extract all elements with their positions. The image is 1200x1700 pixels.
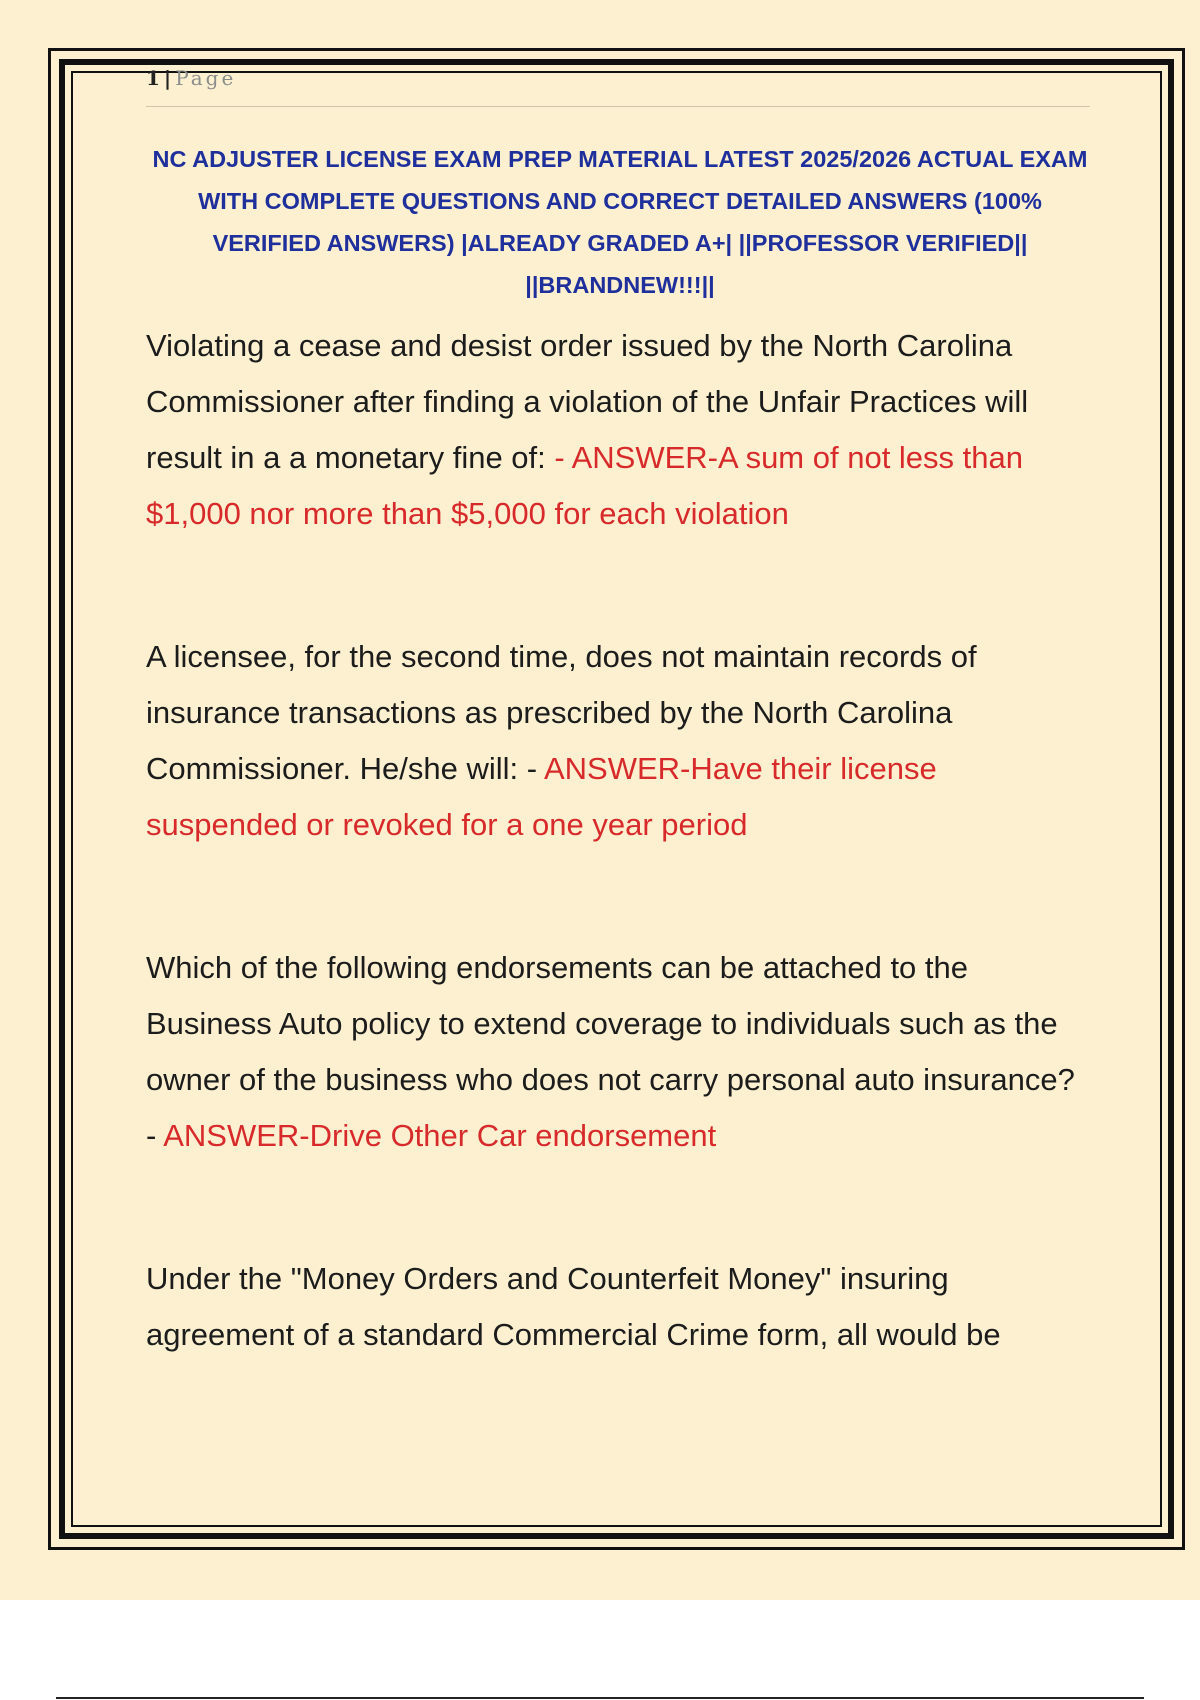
page-header <box>146 66 1090 107</box>
qa-item <box>146 940 1086 1164</box>
document-title: NC ADJUSTER LICENSE EXAM PREP MATERIAL LATEST 2025/2026 ACTUAL EXAM WITH COMPLETE QUESTIONS AND CORRECT DETAILED ANSWERS (100% VERIFIED ANSWERS) |ALREADY GRADED A+| ||PROFESSOR VERIFIED|| ||BRANDNEW!!!|| <box>152 146 1088 298</box>
qa-item <box>146 318 1086 542</box>
page-header-separator: | <box>163 66 172 90</box>
question-text: Under the "Money Orders and Counterfeit Money" insuring agreement of a standard Commercial Crime form, all would be <box>146 1261 1001 1352</box>
qa-item <box>146 629 1086 853</box>
question-text: Violating a cease and desist order issued by the North Carolina Commissioner after finding a violation of the Unfair Practices will result in a a monetary fine of: <box>146 328 1029 475</box>
question-text: A licensee, for the second time, does not maintain records of insurance transactions as prescribed by the North Carolina Commissioner. He/she will: - <box>146 639 977 786</box>
answer-text: - ANSWER-A sum of not less than $1,000 nor more than $5,000 for each violation <box>146 440 1023 531</box>
next-page-rule <box>56 1697 1144 1699</box>
answer-text: ANSWER-Have their license suspended or revoked for a one year period <box>146 751 937 842</box>
answer-text: ANSWER-Drive Other Car endorsement <box>163 1118 717 1153</box>
page-label: Page <box>175 66 237 90</box>
page-number: 1 <box>146 66 160 90</box>
question-text: Which of the following endorsements can be attached to the Business Auto policy to extend coverage to individuals such as the owner of the business who does not carry personal auto insurance? - <box>146 950 1075 1153</box>
qa-item <box>146 1251 1086 1363</box>
